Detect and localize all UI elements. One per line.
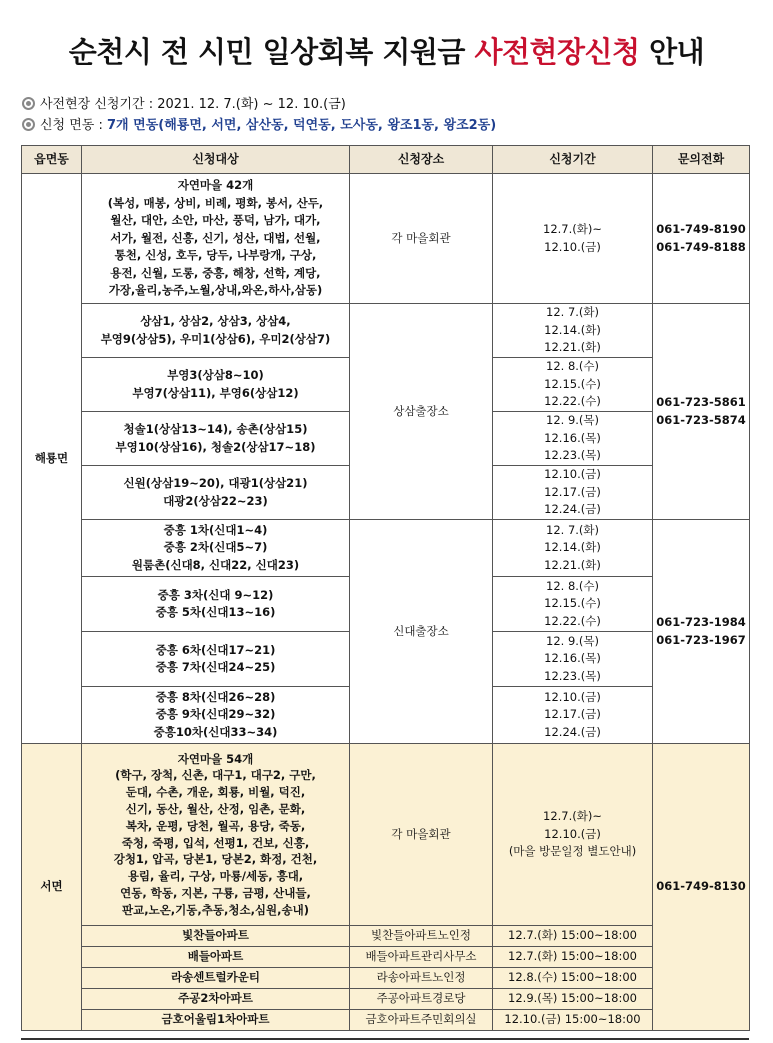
target-cell: 중흥 8차(신대26~28) 중흥 9차(신대29~32) 중흥10차(신대33~34) bbox=[82, 687, 350, 744]
target-cell: 부영3(상삼8~10) 부영7(상삼11), 부영6(상삼12) bbox=[82, 358, 350, 412]
period-cell: 12.9.(목) 15:00~18:00 bbox=[493, 989, 653, 1010]
bottom-divider bbox=[21, 1038, 749, 1040]
table-row bbox=[22, 968, 750, 989]
page-title bbox=[0, 30, 773, 71]
place-cell: 상삼출장소 bbox=[350, 304, 493, 520]
period-cell: 12.7.(화) 15:00~18:00 bbox=[493, 947, 653, 968]
target-cell: 청솔1(상삼13~14), 송촌(상삼15) 부영10(상삼16), 청솔2(상삼17~18) bbox=[82, 412, 350, 466]
table-row bbox=[22, 304, 750, 358]
place-cell: 금호아파트주민회의실 bbox=[350, 1010, 493, 1031]
region-cell: 서면 bbox=[22, 744, 82, 1031]
target-cell: 금호어울림1차아파트 bbox=[82, 1010, 350, 1031]
place-cell: 배들아파트관리사무소 bbox=[350, 947, 493, 968]
region-cell: 해룡면 bbox=[22, 174, 82, 744]
table-row bbox=[22, 926, 750, 947]
target-cell: 중흥 1차(신대1~4) 중흥 2차(신대5~7) 원룸촌(신대8, 신대22, 신대23) bbox=[82, 520, 350, 577]
header-phone: 문의전화 bbox=[653, 146, 750, 174]
table-row bbox=[22, 989, 750, 1010]
table-row bbox=[22, 744, 750, 926]
period-cell: 12. 9.(목) 12.16.(목) 12.23.(목) bbox=[493, 632, 653, 687]
table-row bbox=[22, 174, 750, 304]
period-cell: 12.8.(수) 15:00~18:00 bbox=[493, 968, 653, 989]
target-cell: 빛찬들아파트 bbox=[82, 926, 350, 947]
info-dong bbox=[22, 114, 496, 133]
period-cell: 12.7.(화)~ 12.10.(금) bbox=[493, 174, 653, 304]
place-cell: 라송아파트노인정 bbox=[350, 968, 493, 989]
circle-bullet-icon bbox=[22, 97, 35, 110]
info-period bbox=[22, 93, 346, 112]
header-period: 신청기간 bbox=[493, 146, 653, 174]
application-table bbox=[21, 145, 750, 1031]
place-cell: 주공아파트경로당 bbox=[350, 989, 493, 1010]
target-cell: 배들아파트 bbox=[82, 947, 350, 968]
target-cell: 자연마을 42개 (복성, 매봉, 상비, 비례, 평화, 봉서, 산두, 월산, 대안, 소안, 마산, 풍덕, 남가, 대가, 서가, 월전, 신흥, 신기, 성산, 대법, 선월, 통천, 신성, 호두, 당두, 나부랑개, 구상, 용전, 신월, 도롱, 중흥, 해창, 선학, 계당, 가장,율리,농주,노월,상내,와온,하사,삼동) bbox=[82, 174, 350, 304]
target-cell: 상삼1, 상삼2, 상삼3, 상삼4, 부영9(상삼5), 우미1(상삼6), 우미2(상삼7) bbox=[82, 304, 350, 358]
period-cell: 12. 8.(수) 12.15.(수) 12.22.(수) bbox=[493, 577, 653, 632]
target-cell: 신원(상삼19~20), 대광1(상삼21) 대광2(상삼22~23) bbox=[82, 466, 350, 520]
target-cell: 중흥 6차(신대17~21) 중흥 7차(신대24~25) bbox=[82, 632, 350, 687]
phone-cell: 061-723-5861 061-723-5874 bbox=[653, 304, 750, 520]
period-cell: 12.10.(금) 15:00~18:00 bbox=[493, 1010, 653, 1031]
table-row bbox=[22, 520, 750, 577]
phone-cell: 061-749-8190 061-749-8188 bbox=[653, 174, 750, 304]
title-text: 순천시 전 시민 일상회복 지원금 bbox=[68, 35, 475, 69]
header-place: 신청장소 bbox=[350, 146, 493, 174]
period-cell: 12. 7.(화) 12.14.(화) 12.21.(화) bbox=[493, 304, 653, 358]
header-target: 신청대상 bbox=[82, 146, 350, 174]
phone-cell: 061-749-8130 bbox=[653, 744, 750, 1031]
title-suffix: 안내 bbox=[639, 35, 705, 69]
place-cell: 각 마을회관 bbox=[350, 174, 493, 304]
period-cell: 12.10.(금) 12.17.(금) 12.24.(금) bbox=[493, 687, 653, 744]
period-cell: 12. 7.(화) 12.14.(화) 12.21.(화) bbox=[493, 520, 653, 577]
place-cell: 빛찬들아파트노인정 bbox=[350, 926, 493, 947]
dong-label: 신청 면동 : bbox=[40, 118, 108, 133]
target-cell: 자연마을 54개 (학구, 장척, 신촌, 대구1, 대구2, 구만, 둔대, 수촌, 개운, 회룡, 비월, 덕진, 신기, 동산, 월산, 산정, 임촌, 문화, 복차, 운평, 당천, 월곡, 용당, 죽동, 죽청, 죽평, 입석, 선평1, 건보, 신흥, 강청1, 압곡, 당본1, 당본2, 화정, 건천, 용림, 율리, 구상, 마룡/세동, 흥대, 연동, 학동, 지본, 구룡, 금평, 산내들, 판교,노온,기동,추동,청소,심원,송내) bbox=[82, 744, 350, 926]
period-cell: 12.10.(금) 12.17.(금) 12.24.(금) bbox=[493, 466, 653, 520]
target-cell: 중흥 3차(신대 9~12) 중흥 5차(신대13~16) bbox=[82, 577, 350, 632]
target-cell: 라송센트럴카운티 bbox=[82, 968, 350, 989]
table-row bbox=[22, 1010, 750, 1031]
title-highlight: 사전현장신청 bbox=[474, 35, 640, 69]
dong-value: 7개 면동(해룡면, 서면, 삼산동, 덕연동, 도사동, 왕조1동, 왕조2동) bbox=[107, 118, 497, 133]
circle-bullet-icon bbox=[22, 118, 35, 131]
header-region: 읍면동 bbox=[22, 146, 82, 174]
period-cell: 12. 8.(수) 12.15.(수) 12.22.(수) bbox=[493, 358, 653, 412]
table-header-row bbox=[22, 146, 750, 174]
phone-cell: 061-723-1984 061-723-1967 bbox=[653, 520, 750, 744]
place-cell: 신대출장소 bbox=[350, 520, 493, 744]
table-row bbox=[22, 947, 750, 968]
period-cell: 12.7.(화)~ 12.10.(금) (마을 방문일정 별도안내) bbox=[493, 744, 653, 926]
period-text: 사전현장 신청기간 : 2021. 12. 7.(화) ~ 12. 10.(금) bbox=[40, 97, 346, 112]
place-cell: 각 마을회관 bbox=[350, 744, 493, 926]
period-cell: 12.7.(화) 15:00~18:00 bbox=[493, 926, 653, 947]
target-cell: 주공2차아파트 bbox=[82, 989, 350, 1010]
period-cell: 12. 9.(목) 12.16.(목) 12.23.(목) bbox=[493, 412, 653, 466]
